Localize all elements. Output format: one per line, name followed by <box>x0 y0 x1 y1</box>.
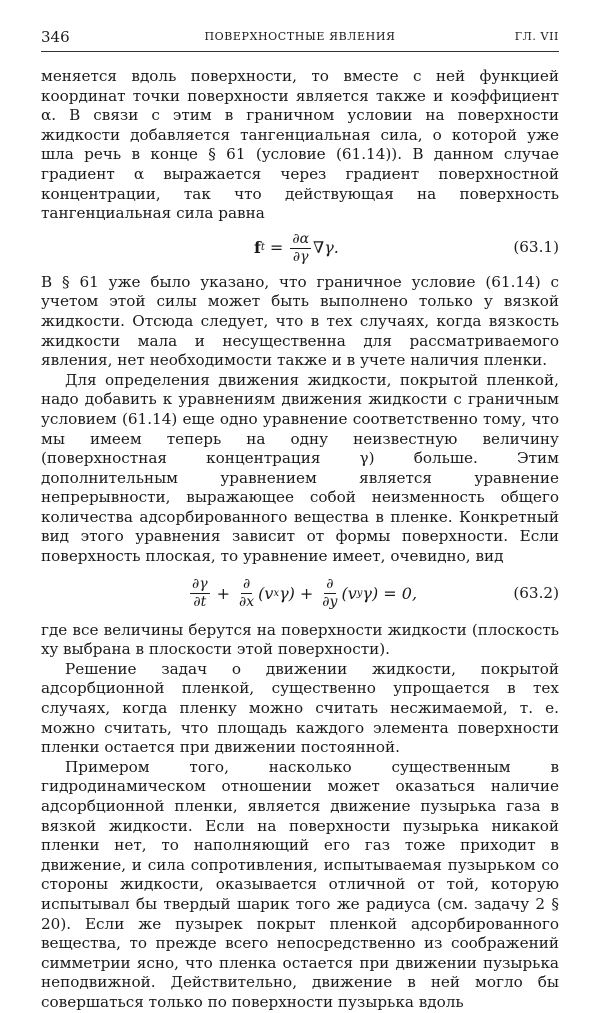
eq1-lhs-sub: t <box>260 242 265 254</box>
equation-63-1 <box>41 226 559 271</box>
eq2-term3-denominator: ∂y <box>322 594 338 611</box>
eq2-term1-numerator: ∂γ <box>192 576 208 593</box>
paragraph-6: Примером того, насколько существенным в гидродинамическом отношении может оказаться наличие адсорбционной пленки, является движение пузырька газа в вязкой жидкости. Если на поверхности пузырька никакой пленки нет, то наполняющий его газ тоже приходит в движение, и сила сопротивления, испытываемая пузырьком со стороны жидкости, оказывается отличной от той, которую испытывал бы твердый шарик того же радиуса (см. задачу 2 § 20). Если же пузырек покрыт пленкой адсорбированного вещества, то прежде всего непосредственно из соображений симметрии ясно, что пленка остается при движении пузырька неподвижной. Действительно, движение в ней могло бы совершаться только по поверхности пузырька вдоль <box>41 757 559 1011</box>
page-body <box>41 67 559 1013</box>
eq2-plus-1: + <box>216 583 231 603</box>
eq1-rhs: ∇γ. <box>313 238 339 258</box>
eq1-fraction-denominator: ∂γ <box>292 248 309 265</box>
paragraph-1: меняется вдоль поверхности, то вместе с ней функцией координат точки поверхности является также и коэффициент α. В связи с этим в граничном условии на поверхности жидкости добавляется тангенциальная сила, о которой уже шла речь в конце § 61 (условие (61.14)). В данном случае градиент α выражается через градиент поверхностной концентрации, так что действующая на поверхность тангенциальная сила равна <box>41 67 559 223</box>
eq2-term1-denominator: ∂t <box>193 594 207 611</box>
running-header <box>41 28 559 46</box>
eq2-term3-end: γ) = 0, <box>362 583 418 603</box>
eq1-fraction-numerator: ∂α <box>292 230 310 247</box>
eq2-term2-body: (v <box>258 583 274 603</box>
eq2-term3-numerator: ∂ <box>326 576 334 593</box>
page-number: 346 <box>41 28 70 46</box>
equation-63-2 <box>41 569 559 619</box>
eq1-lhs: f <box>254 238 261 258</box>
chapter-label: ГЛ. VII <box>514 30 559 43</box>
eq2-term3-sub: y <box>356 587 363 599</box>
book-page <box>41 28 559 1011</box>
eq2-term2-denominator: ∂x <box>239 594 255 611</box>
running-title: ПОВЕРХНОСТНЫЕ ЯВЛЕНИЯ <box>204 30 396 43</box>
eq2-term2-sub: x <box>273 587 280 599</box>
equation-63-2-number: (63.2) <box>513 583 559 602</box>
header-rule <box>41 51 559 52</box>
paragraph-2: В § 61 уже было указано, что граничное условие (61.14) с учетом этой силы может быть выполнено только у вязкой жидкости. Отсюда следует, что в тех случаях, когда вязкость жидкости мала и несущественна для рассматриваемого явления, нет необходимости также и в учете наличия пленки. <box>41 272 559 370</box>
equation-63-1-body <box>254 226 339 271</box>
eq2-term2-fraction <box>237 576 256 611</box>
paragraph-3: Для определения движения жидкости, покрытой пленкой, надо добавить к уравнениям движения жидкости с граничным условием (61.14) еще одно уравнение соответственно тому, что мы имеем теперь на одну неизвестную величину (поверхностная концентрация γ) больше. Этим дополнительным уравнением является уравнение непрерывности, выражающее собой неизменность общего количества адсорбированного вещества в пленке. Конкретный вид этого уравнения зависит от формы поверхности. Если поверхность плоская, то уравнение имеет, очевидно, вид <box>41 370 559 566</box>
paragraph-4: где все величины берутся на поверхности жидкости (плоскость xy выбрана в плоскости этой поверхности). <box>41 620 559 659</box>
eq1-equals: = <box>269 238 284 258</box>
eq2-term2-end: γ) <box>279 583 295 603</box>
equation-63-1-number: (63.1) <box>513 238 559 257</box>
eq2-plus-2: + <box>299 583 314 603</box>
eq2-term1-fraction <box>190 576 210 611</box>
eq2-term3-fraction <box>320 576 339 611</box>
eq1-fraction <box>290 231 311 266</box>
paragraph-5: Решение задач о движении жидкости, покрытой адсорбционной пленкой, существенно упрощается в тех случаях, когда пленку можно считать несжимаемой, т. е. можно считать, что площадь каждого элемента поверхности пленки остается при движении постоянной. <box>41 659 559 757</box>
eq2-term3-body: (v <box>341 583 357 603</box>
equation-63-2-body <box>188 569 417 619</box>
eq2-term2-numerator: ∂ <box>242 576 251 593</box>
